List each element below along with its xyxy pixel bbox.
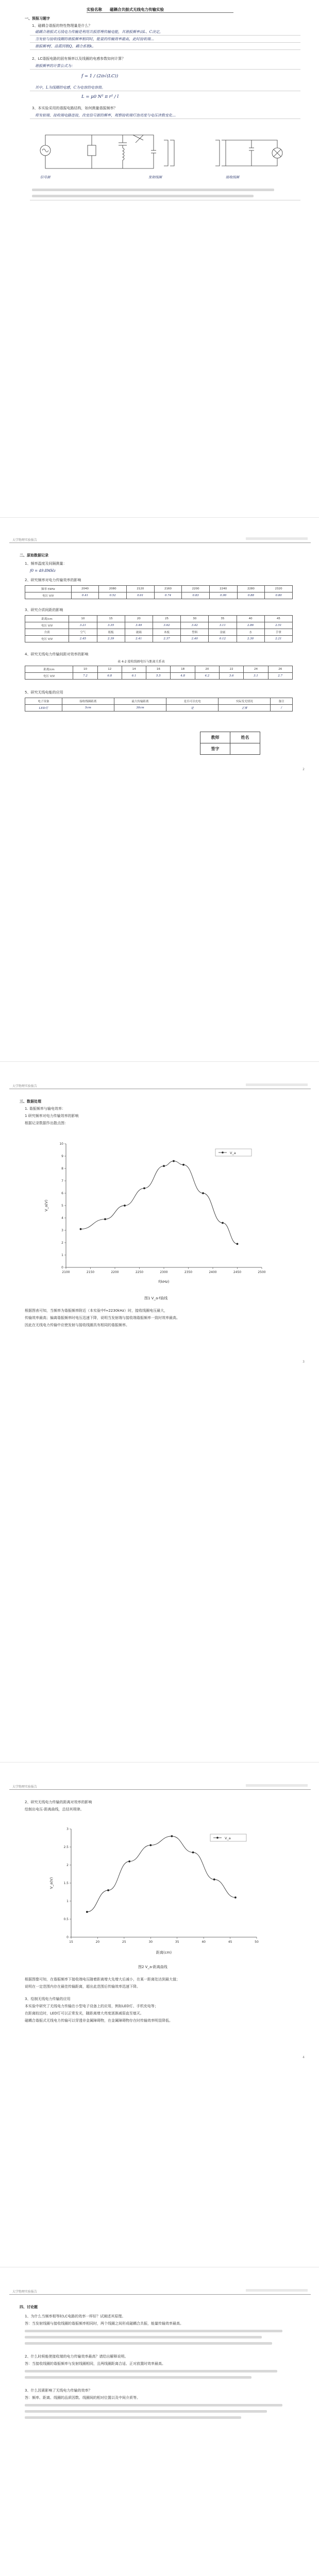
- data-point: [124, 1205, 126, 1207]
- table-cell: 3.62: [153, 622, 180, 629]
- table-cell: 2.7: [268, 673, 292, 680]
- table-cell: 12: [97, 666, 122, 673]
- question-3: 3、本实验采用的谐振电路结构，如何测量谐振频率？: [32, 106, 117, 110]
- table-cell: 电压 V/V: [25, 592, 72, 599]
- y-tick-label: 2: [66, 1863, 69, 1867]
- legend-label: V_a: [225, 1836, 231, 1840]
- table-cell: 2200: [182, 586, 210, 592]
- table-cell: 30: [181, 616, 209, 622]
- data-point: [171, 1835, 173, 1837]
- y-tick-label: 10: [59, 1142, 63, 1146]
- page-number: 3: [303, 1360, 305, 1364]
- discussion-a3: 答：频率、距离、线圈的品质因数、线圈间的相对位置以及中间介质等。: [25, 2396, 140, 2400]
- table-row: [25, 616, 293, 622]
- subsection-4: 4、研究无线电力传输间距对效率的影响: [25, 652, 89, 656]
- page-header: [9, 536, 311, 543]
- table-cell: 0.12: [209, 636, 237, 642]
- data-point: [86, 1911, 88, 1913]
- report-page-3: [9, 1066, 311, 1649]
- table-cell: 电子设备: [25, 698, 62, 705]
- x-axis-label: 距离(cm): [156, 1951, 172, 1955]
- answer-2-line-1: 谐振频率的计算公式为：: [35, 64, 75, 68]
- data-point: [143, 1188, 145, 1190]
- y-tick-label: 6: [61, 1192, 63, 1195]
- table-cell: 距离/cm: [25, 616, 69, 622]
- report-page-2: [9, 520, 311, 1097]
- table-cell: 7.2: [73, 673, 97, 680]
- sig-signature-area: [230, 743, 260, 755]
- data-point: [234, 1896, 237, 1899]
- header-title: 大学物理实验报告: [12, 1084, 38, 1088]
- chart-legend: [210, 1834, 246, 1841]
- data-point: [202, 1192, 204, 1194]
- table-application: [25, 698, 293, 711]
- sig-name-label: 姓名: [230, 732, 260, 743]
- discussion-q2: 2、什么时候能使接收端的电力传输效率最高？请给出解释说明。: [25, 2354, 128, 2359]
- page-header: [9, 1082, 311, 1089]
- y-tick-label: 0: [66, 1936, 69, 1939]
- x-tick-label: 2400: [209, 1270, 217, 1274]
- paragraph-1: 根据图像可知，在谐振频率下接收端电压随着距离增大先增大后减小，在某一距离处达到最大值；: [25, 1977, 180, 1981]
- table-cell: 2160: [154, 586, 182, 592]
- table-cell: /: [271, 705, 293, 711]
- x-tick-label: 40: [202, 1940, 206, 1944]
- table-cell: 14: [122, 666, 146, 673]
- answer-3-line-1: 将发射端、接收端电路连接，改变信号源的频率，观察接收端灯泡亮度与电压读数变化…: [35, 113, 176, 117]
- table-cell: 16: [146, 666, 171, 673]
- table-cell: 2320: [265, 586, 293, 592]
- table-cell: 2.45: [69, 636, 97, 642]
- table-cell: 实际发光情况: [219, 698, 271, 705]
- answer-2-line-2: 其中，L为线圈的电感，C为电容的电容值。: [35, 86, 106, 90]
- data-point: [149, 1844, 152, 1846]
- table-cell: 备注: [271, 698, 293, 705]
- circuit-label-tx: 发射线圈: [148, 175, 162, 179]
- subsection-2: 2、研究频率对电力传输效率的影响: [25, 578, 81, 582]
- x-tick-label: 2250: [135, 1270, 144, 1274]
- table-cell: 30cm: [114, 705, 166, 711]
- experiment-title-prefix: 实验名称: [87, 7, 102, 12]
- paragraph-2: 传输效率最高；偏离谐振频率时电压迅速下降，说明当发射端与接收端谐振频率一致时效率最高。: [25, 1316, 180, 1320]
- y-axis-label: V_a(V): [49, 1877, 54, 1889]
- table-cell: 0.80: [265, 592, 293, 599]
- section-raw-data: 二、原始数据记录: [20, 553, 48, 557]
- data-point: [192, 1852, 194, 1854]
- data-point: [222, 1222, 224, 1224]
- x-tick-label: 20: [95, 1940, 100, 1944]
- subsection-1: 1、频率温度及间隔测量：: [25, 562, 67, 566]
- subsection-1: 1. 谐振频率与输电效率：: [25, 1107, 65, 1111]
- header-title: 大学物理实验报告: [12, 538, 38, 542]
- table-row: [25, 622, 293, 629]
- table-cell: 塑料: [181, 629, 209, 636]
- table-row: [25, 698, 293, 705]
- signature-box: [200, 732, 260, 755]
- table-cell: 电压 V/V: [25, 636, 69, 642]
- table-cell: 6.1: [122, 673, 146, 680]
- page-number: 4: [303, 2056, 305, 2059]
- table-cell: 0.74: [154, 592, 182, 599]
- chart-va-distance: [45, 1819, 272, 1958]
- table-4-caption: 表 4-2 接收线圈电压与距离关系表: [117, 660, 165, 664]
- table-cell: 手掌: [264, 629, 292, 636]
- page-header: [9, 2287, 311, 2295]
- answer-1-line-2: 当发射与接收线圈的谐振频率相同时，能量的传输效率最高，此时接收端…: [35, 37, 154, 41]
- table-frequency: [25, 585, 293, 599]
- paragraph-5: 磁耦合谐振式无线电力传输可以穿透非金属障碍物，在金属障碍物存在时传输效率明显降低。: [25, 2019, 173, 2023]
- paragraph-3: 本实验中研究了无线电力传输在小型电子设备上的应用，例如LED灯、手机充电等；: [25, 2004, 158, 2008]
- formula-inductance: L = μ0 N² π r² / l: [81, 94, 119, 99]
- table-cell: 10: [73, 666, 97, 673]
- figure-2-caption: 图2 V_a-距离曲线: [138, 1965, 167, 1969]
- discussion-a2: 答：当接收线圈的谐振频率与发射线圈相同，且两线圈距离合适、正对放置时效率最高。: [25, 2362, 165, 2366]
- discussion-q3: 3、什么因素影响了无线电力传输的效率？: [25, 2388, 92, 2393]
- subsection-2: 2、研究无线电力传输的距离对效率的影响: [25, 1800, 92, 1804]
- header-title: 大学物理实验报告: [12, 2290, 38, 2294]
- table-distance: [25, 666, 293, 680]
- table-row: [25, 592, 293, 599]
- table-cell: 0.41: [71, 592, 99, 599]
- table-cell: 2120: [126, 586, 154, 592]
- series-line: [87, 1836, 236, 1912]
- data-point: [182, 1164, 184, 1166]
- table-cell: 20: [195, 666, 219, 673]
- table-cell: 0.90: [209, 592, 237, 599]
- y-tick-label: 3: [61, 1229, 63, 1232]
- table-cell: LED灯: [25, 705, 62, 711]
- subsection-1-2: 根据记录数据作出散点图：: [25, 1121, 68, 1125]
- chart-axes: [71, 1829, 257, 1937]
- header-title: 大学物理实验报告: [12, 1785, 38, 1789]
- table-cell: 2.41: [125, 636, 153, 642]
- table-cell: 木板: [153, 629, 180, 636]
- table-cell: 2.37: [153, 636, 180, 642]
- y-axis-label: V_a(V): [44, 1199, 48, 1212]
- table-row: [25, 673, 293, 680]
- subsection-1-1: 1 研究频率对电力传输效率的影响: [25, 1114, 79, 1118]
- circuit-label-source: 信号源: [40, 175, 51, 179]
- table-cell: 2240: [209, 586, 237, 592]
- x-tick-label: 35: [175, 1940, 179, 1944]
- x-tick-label: 2350: [184, 1270, 193, 1274]
- answer-1-line-1: 磁耦合谐振式无线电力传输是利用共振原理传输电能，其谐振频率由L、C决定，: [35, 30, 163, 34]
- table-cell: 距离/cm: [25, 666, 73, 673]
- formula-frequency: f = 1 / (2π√(LC)): [81, 74, 119, 79]
- data-point: [104, 1218, 106, 1221]
- table-cell: 电压 V/V: [25, 673, 73, 680]
- table-cell: 3.42: [181, 622, 209, 629]
- table-cell: 40: [237, 616, 264, 622]
- table-cell: 接收线圈距离: [62, 698, 114, 705]
- table-cell: 2.21: [264, 636, 292, 642]
- y-tick-label: 1.5: [63, 1882, 69, 1885]
- report-page-5: [9, 2272, 311, 2576]
- subsection-3: 3、绘制无线电力传输的应用: [25, 1997, 71, 2001]
- table-cell: 4.8: [171, 673, 195, 680]
- x-tick-label: 2300: [160, 1270, 168, 1274]
- subsection-2-desc: 绘制出电压-距离曲线，总结其规律。: [25, 1807, 84, 1811]
- y-tick-label: 5: [61, 1204, 63, 1208]
- x-tick-label: 15: [69, 1940, 73, 1944]
- table-cell: 35: [209, 616, 237, 622]
- x-tick-label: 2200: [111, 1270, 119, 1274]
- y-tick-label: 1: [66, 1900, 69, 1903]
- subsection-1-value: f0 = 49.8MHz: [30, 569, 56, 573]
- table-cell: 正常: [219, 705, 271, 711]
- table-cell: 是否可以充电: [166, 698, 219, 705]
- x-axis-label: f(kHz): [158, 1280, 170, 1284]
- table-cell: 2.51: [264, 622, 292, 629]
- subsection-5: 5、研究无线电能的应用: [25, 690, 63, 694]
- x-tick-label: 2450: [233, 1270, 242, 1274]
- y-tick-label: 9: [61, 1155, 63, 1158]
- table-cell: 3.6: [220, 673, 244, 680]
- table-cell: 纸板: [97, 629, 125, 636]
- data-point: [128, 1860, 130, 1862]
- x-tick-label: 25: [122, 1940, 126, 1944]
- discussion-a1: 答：当发射线圈与接收线圈的谐振频率相同时，两个线圈之间形成磁耦合共振，能量传输效率最高。: [25, 2321, 183, 2326]
- table-cell: 26: [268, 666, 292, 673]
- page-number: 2: [303, 768, 305, 771]
- x-tick-label: 45: [228, 1940, 232, 1944]
- table-cell: 45: [264, 616, 292, 622]
- paragraph-4: 在距离较近时，LED灯可以正常发光，随距离增大亮度逐渐减弱直至熄灭。: [25, 2011, 144, 2015]
- page-header: [9, 1783, 311, 1790]
- figure-1-caption: 图1 V_a-f曲线: [144, 1296, 168, 1300]
- data-point: [163, 1165, 165, 1167]
- table-cell: 3.49: [125, 622, 153, 629]
- data-point: [173, 1160, 175, 1162]
- table-cell: 0.88: [237, 592, 265, 599]
- y-tick-label: 4: [61, 1216, 63, 1220]
- chart-axes: [66, 1144, 262, 1267]
- sig-teacher-label: 教师: [200, 732, 230, 743]
- data-point: [237, 1243, 239, 1245]
- table-cell: 20: [125, 616, 153, 622]
- table-cell: 2040: [71, 586, 99, 592]
- y-tick-label: 8: [61, 1167, 63, 1171]
- table-cell: 0.61: [126, 592, 154, 599]
- table-cell: 5.5: [146, 673, 171, 680]
- x-tick-label: 2150: [86, 1270, 95, 1274]
- table-cell: 2.86: [237, 622, 264, 629]
- paragraph-1: 根据图表可知，当频率为谐振频率附近（本实验中f≈2230kHz）时，接收线圈电压最大，: [25, 1309, 168, 1313]
- table-row: [25, 705, 293, 711]
- table-row: [25, 586, 293, 592]
- table-cell: 2080: [99, 586, 127, 592]
- question-1: 1、磁耦合谐振的特性物理量是什么？: [32, 24, 92, 28]
- table-cell: 金属: [209, 629, 237, 636]
- y-tick-label: 2.5: [63, 1845, 69, 1849]
- chart-va-frequency: [40, 1133, 277, 1288]
- table-cell: 是: [166, 705, 219, 711]
- data-point: [80, 1228, 82, 1230]
- table-row: [25, 636, 293, 642]
- series-line: [81, 1161, 238, 1244]
- table-cell: 6.8: [97, 673, 122, 680]
- table-cell: 最大传输距离: [114, 698, 166, 705]
- table-cell: 3.21: [69, 622, 97, 629]
- section-data-processing: 三、数据处理: [20, 1099, 41, 1104]
- table-cell: 15: [97, 616, 125, 622]
- table-cell: 频率 f/kHz: [25, 586, 72, 592]
- table-cell: 24: [244, 666, 268, 673]
- table-cell: 玻璃: [125, 629, 153, 636]
- table-cell: 3.1: [244, 673, 268, 680]
- circuit-label-rx: 接收线圈: [226, 175, 239, 179]
- table-cell: 介质: [25, 629, 69, 636]
- table-row: [25, 666, 293, 673]
- table-cell: 空气: [69, 629, 97, 636]
- x-tick-label: 2100: [62, 1270, 70, 1274]
- table-cell: 电压 V/V: [25, 622, 69, 629]
- discussion-q1: 1、为什么当频率相等时LC电路的效率一样好？试阐述其原理。: [25, 2314, 126, 2318]
- question-2: 2、LC谐振电路的固有频率以及线圈的电感参数如何计算？: [32, 57, 126, 61]
- experiment-title: 磁耦合共振式无线电力传输实验: [110, 7, 164, 12]
- x-tick-label: 30: [148, 1940, 153, 1944]
- data-point: [107, 1889, 109, 1891]
- circuit-diagram: [30, 125, 298, 181]
- legend-label: V_a: [230, 1151, 236, 1155]
- table-medium: [25, 615, 293, 642]
- table-cell: 18: [171, 666, 195, 673]
- y-tick-label: 1: [61, 1253, 63, 1257]
- y-tick-label: 0.5: [63, 1918, 69, 1921]
- data-point: [213, 1878, 215, 1880]
- section-prestudy: 一、预报习题字: [25, 16, 50, 21]
- table-cell: 水: [237, 629, 264, 636]
- table-cell: 2.39: [97, 636, 125, 642]
- y-tick-label: 0: [61, 1266, 63, 1269]
- sig-sign-label: 签字: [200, 743, 230, 755]
- table-cell: 25: [153, 616, 180, 622]
- table-cell: 10: [69, 616, 97, 622]
- table-cell: 2.40: [181, 636, 209, 642]
- paragraph-3: 因此在无线电力传输中应使发射与接收线圈具有相同的谐振频率。: [25, 1323, 129, 1327]
- y-tick-label: 3: [66, 1827, 69, 1831]
- table-cell: 0.83: [182, 592, 210, 599]
- x-tick-label: 50: [255, 1940, 259, 1944]
- paragraph-2: 说明在一定范围内存在最佳传输距离，超出此范围后传输效率迅速下降。: [25, 1985, 140, 1989]
- subsection-3: 3、研究介质间距的影响: [25, 608, 63, 612]
- section-discussion: 四、讨论题: [20, 2305, 38, 2309]
- chart-legend: [215, 1149, 251, 1156]
- table-row: [25, 629, 293, 636]
- table-cell: 3.11: [209, 622, 237, 629]
- x-tick-label: 2500: [258, 1270, 266, 1274]
- table-cell: 22: [220, 666, 244, 673]
- table-cell: 2280: [237, 586, 265, 592]
- table-cell: 2.30: [237, 636, 264, 642]
- table-cell: 0.52: [99, 592, 127, 599]
- y-tick-label: 2: [61, 1241, 63, 1245]
- table-cell: 5cm: [62, 705, 114, 711]
- report-page-1: [9, 3, 311, 395]
- answer-1-line-3: 谐振频率f、品质因数Q、耦合系数k。: [35, 44, 96, 48]
- y-tick-label: 7: [61, 1179, 63, 1183]
- table-cell: 3.35: [97, 622, 125, 629]
- table-cell: 4.2: [195, 673, 219, 680]
